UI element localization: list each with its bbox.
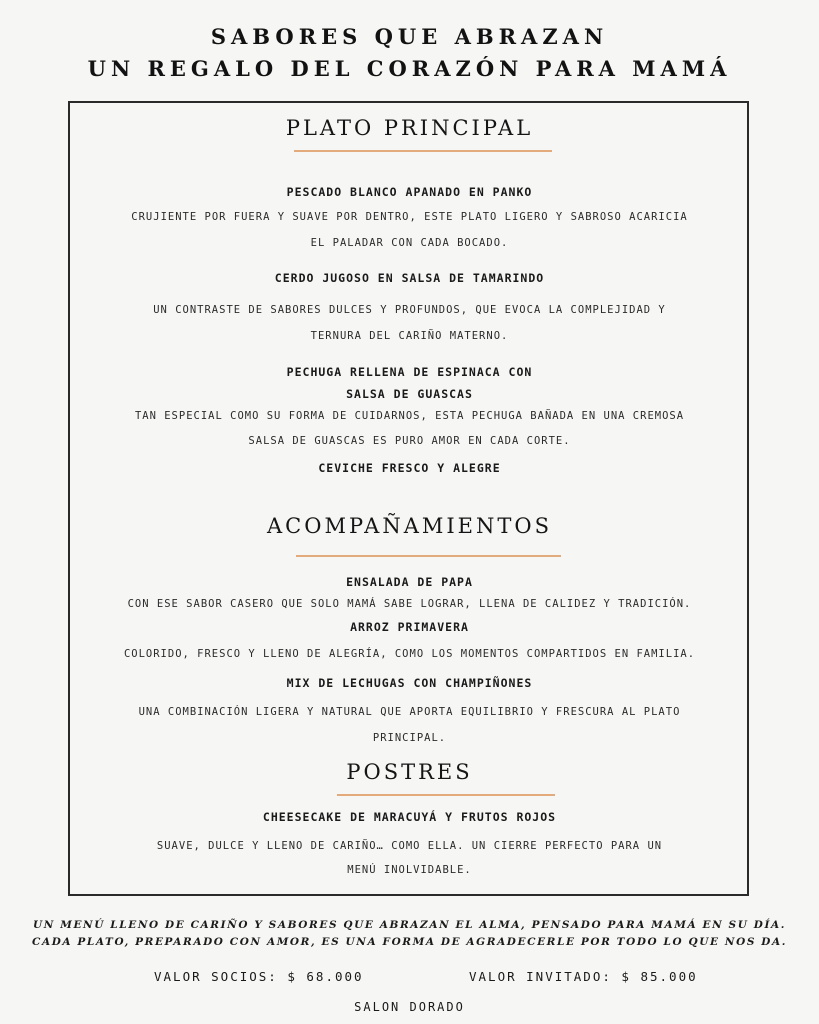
dish-name: PESCADO BLANCO APANADO EN PANKO: [286, 185, 533, 199]
dish-description: TERNURA DEL CARIÑO MATERNO.: [310, 330, 509, 342]
section-divider: [337, 794, 555, 796]
dish-name: SALSA DE GUASCAS: [346, 387, 473, 401]
venue-name: SALON DORADO: [354, 1000, 465, 1014]
dish-description: EL PALADAR CON CADA BOCADO.: [310, 237, 509, 249]
dish-description: TAN ESPECIAL COMO SU FORMA DE CUIDARNOS, ESTA PECHUGA BAÑADA EN UNA CREMOSA: [134, 410, 685, 422]
dish-description: COLORIDO, FRESCO Y LLENO DE ALEGRÍA, COMO LOS MOMENTOS COMPARTIDOS EN FAMILIA.: [123, 648, 696, 660]
dish-description: SALSA DE GUASCAS ES PURO AMOR EN CADA CORTE.: [248, 435, 571, 447]
section-divider: [294, 150, 552, 152]
dish-description: CON ESE SABOR CASERO QUE SOLO MAMÁ SABE LOGRAR, LLENA DE CALIDEZ Y TRADICIÓN.: [127, 598, 692, 610]
dish-name: CHEESECAKE DE MARACUYÁ Y FRUTOS ROJOS: [262, 810, 557, 824]
dish-description: PRINCIPAL.: [372, 732, 447, 744]
dish-name: CEVICHE FRESCO Y ALEGRE: [318, 461, 501, 475]
dish-name: CERDO JUGOSO EN SALSA DE TAMARINDO: [274, 271, 545, 285]
guest-price: VALOR INVITADO: $ 85.000: [469, 969, 698, 984]
closing-note-line-2: CADA PLATO, PREPARADO CON AMOR, ES UNA FORMA DE AGRADECERLE POR TODO LO QUE NOS DA.: [32, 936, 787, 948]
dish-description: MENÚ INOLVIDABLE.: [347, 864, 472, 876]
dish-name: ENSALADA DE PAPA: [346, 575, 473, 589]
member-price: VALOR SOCIOS: $ 68.000: [154, 969, 364, 984]
menu-title-line-2: UN REGALO DEL CORAZÓN PARA MAMÁ: [87, 56, 732, 81]
dish-name: PECHUGA RELLENA DE ESPINACA CON: [286, 365, 533, 379]
dish-description: CRUJIENTE POR FUERA Y SUAVE POR DENTRO, ESTE PLATO LIGERO Y SABROSO ACARICIA: [131, 211, 688, 223]
dish-name: MIX DE LECHUGAS CON CHAMPIÑONES: [286, 676, 533, 690]
section-title-desserts: POSTRES: [346, 760, 473, 784]
menu-title-line-1: SABORES QUE ABRAZAN: [210, 24, 609, 49]
dish-description: SUAVE, DULCE Y LLENO DE CARIÑO… COMO ELLA. UN CIERRE PERFECTO PARA UN: [156, 840, 663, 852]
closing-note-line-1: UN MENÚ LLENO DE CARIÑO Y SABORES QUE ABRAZAN EL ALMA, PENSADO PARA MAMÁ EN SU DÍA.: [33, 919, 786, 931]
section-divider: [296, 555, 561, 557]
section-title-sides: ACOMPAÑAMIENTOS: [267, 514, 552, 538]
dish-description: UN CONTRASTE DE SABORES DULCES Y PROFUNDOS, QUE EVOCA LA COMPLEJIDAD Y: [153, 304, 666, 316]
dish-name: ARROZ PRIMAVERA: [350, 620, 469, 634]
section-title-main-course: PLATO PRINCIPAL: [285, 116, 534, 140]
dish-description: UNA COMBINACIÓN LIGERA Y NATURAL QUE APORTA EQUILIBRIO Y FRESCURA AL PLATO: [138, 706, 681, 718]
